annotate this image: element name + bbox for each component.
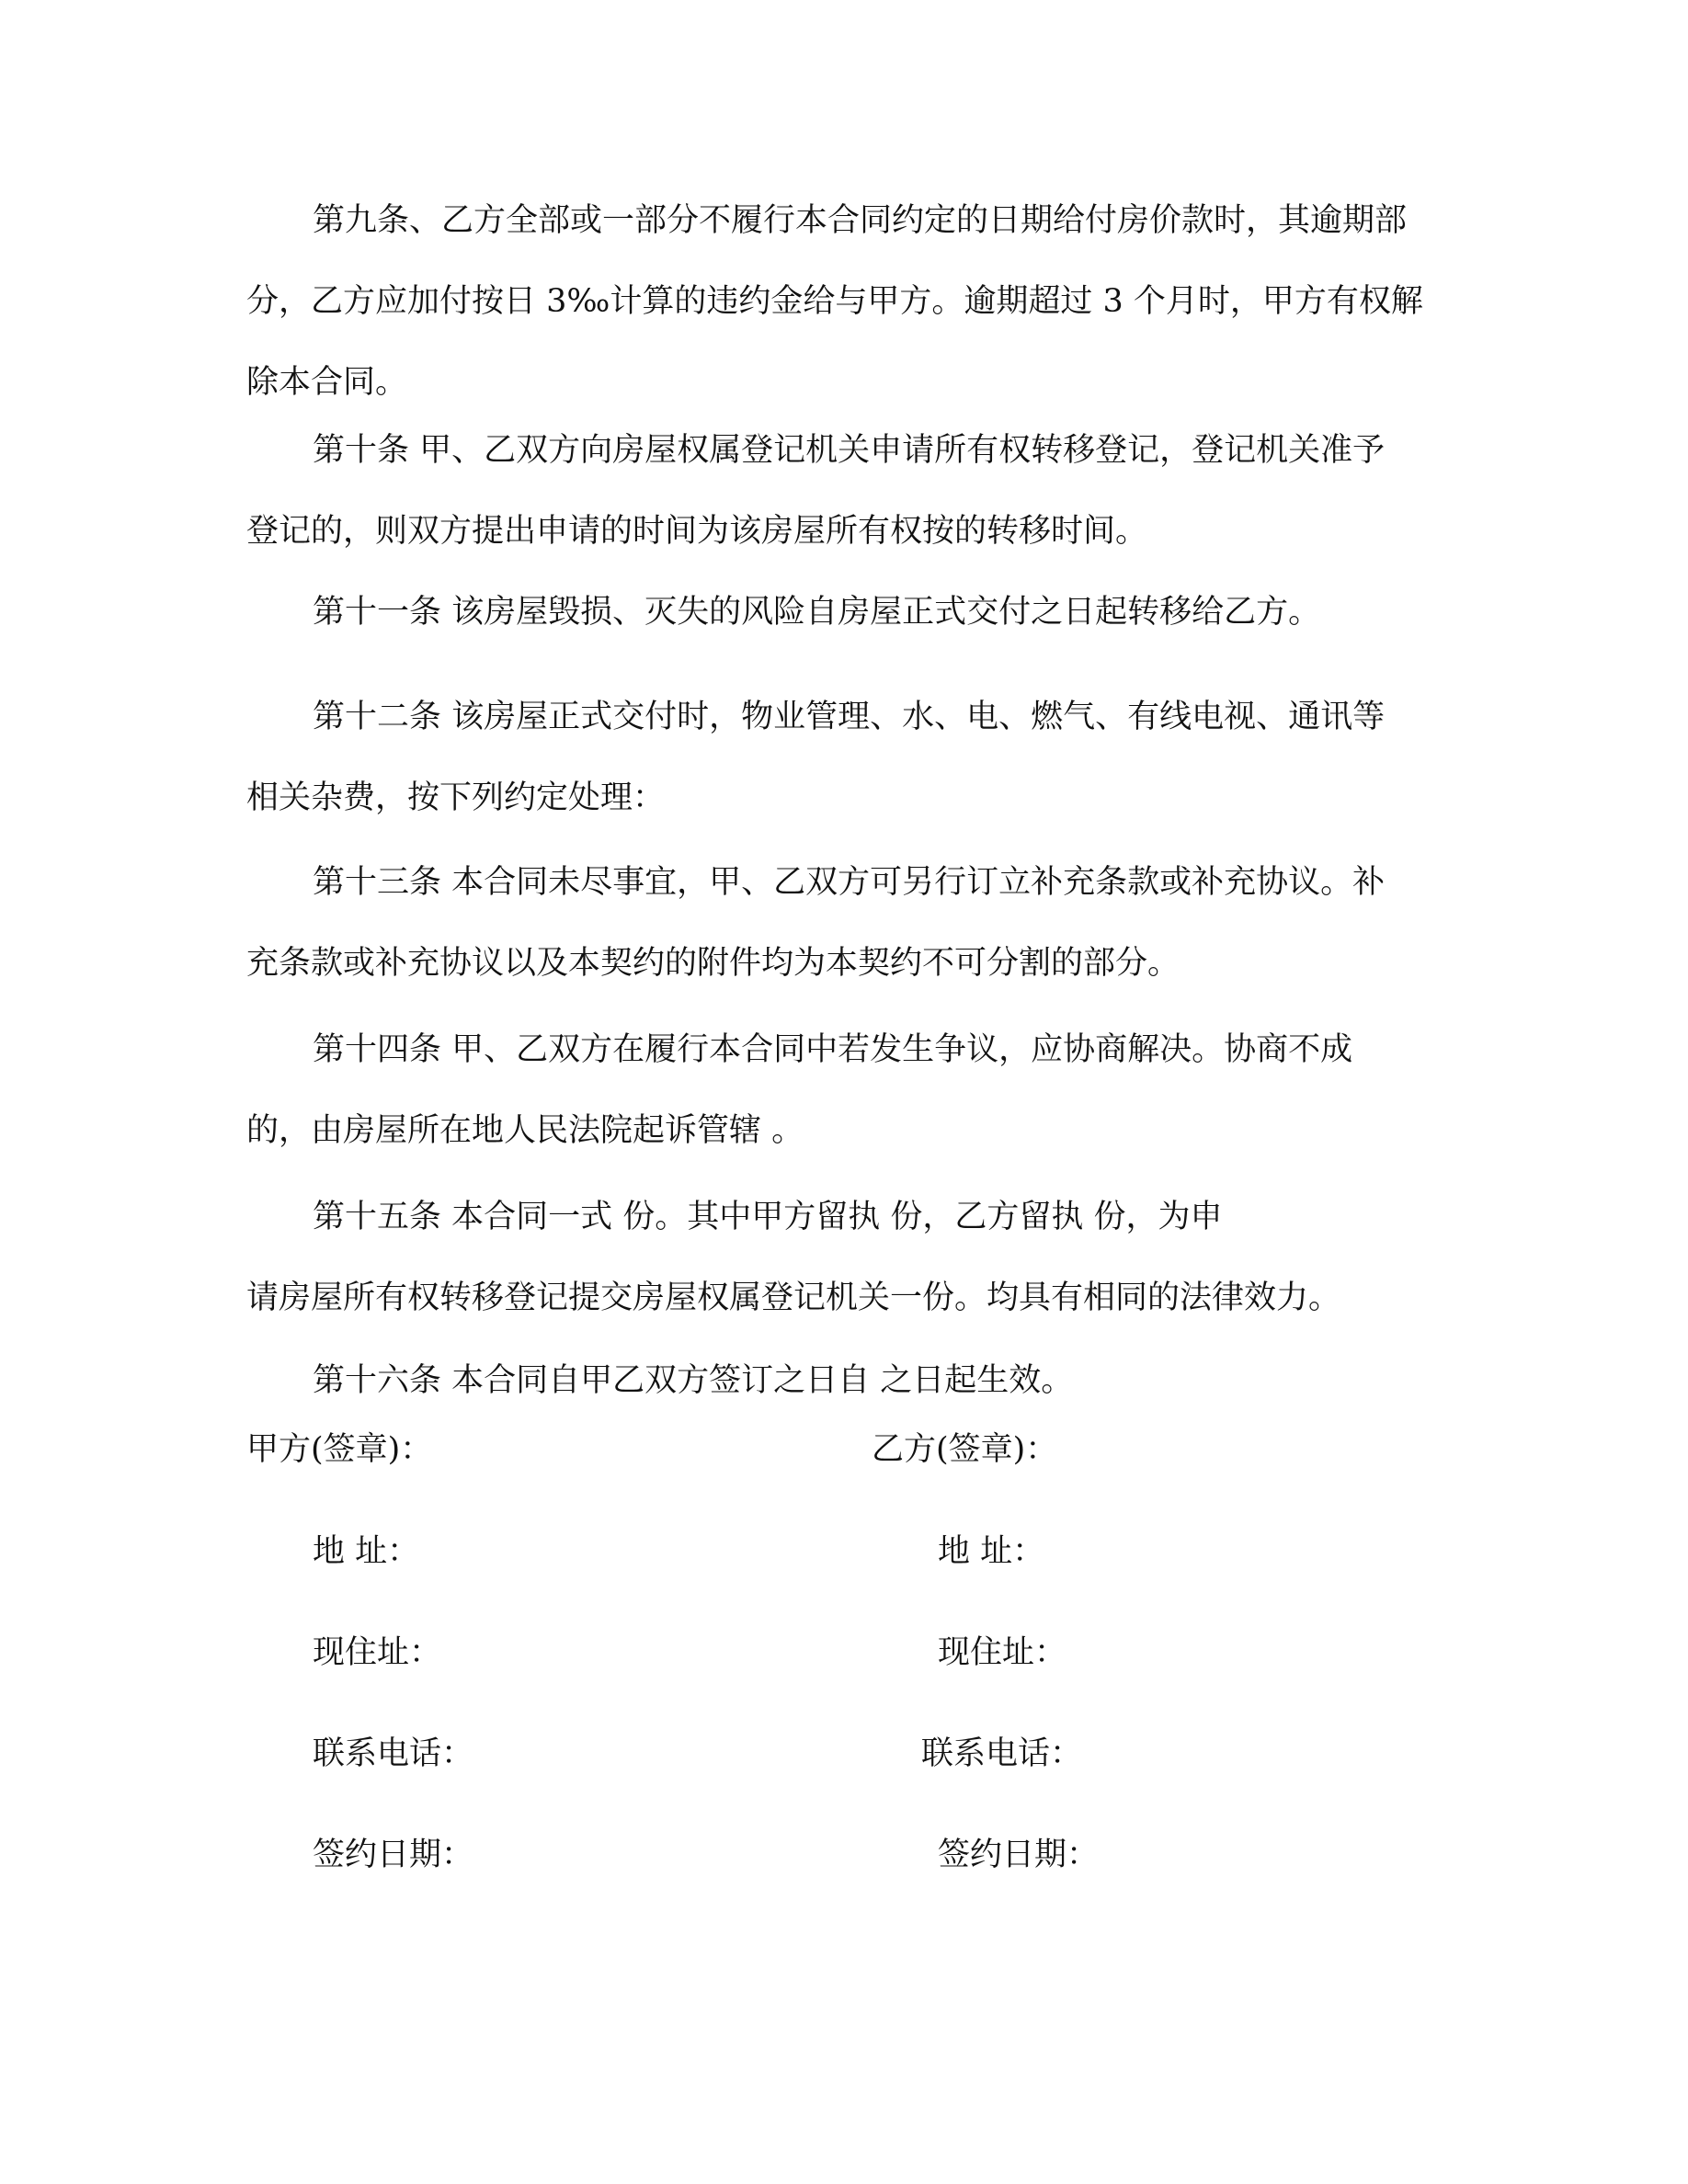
- article-13-line-2: 充条款或补充协议以及本契约的附件均为本契约不可分割的部分。: [246, 945, 1180, 982]
- party-b-phone: 联系电话：: [921, 1735, 1083, 1772]
- article-15-line-2: 请房屋所有权转移登记提交房屋权属登记机关一份。均具有相同的法律效力。: [246, 1280, 1341, 1316]
- party-b-title: 乙方(签章)：: [872, 1431, 1058, 1468]
- article-14: [246, 1009, 1442, 1171]
- article-15: [246, 1177, 1442, 1338]
- article-10: [246, 410, 1442, 572]
- article-11-line-1: 第十一条 该房屋毁损、灭失的风险自房屋正式交付之日起转移给乙方。: [313, 594, 1321, 631]
- article-14-line-1: 第十四条 甲、乙双方在履行本合同中若发生争议，应协商解决。协商不成: [313, 1031, 1353, 1068]
- party-a-address: 地 址：: [313, 1533, 420, 1570]
- party-a-current-address: 现住址：: [313, 1634, 442, 1671]
- article-11: [246, 572, 1442, 653]
- article-12: [246, 677, 1442, 838]
- article-13: [246, 842, 1442, 1004]
- party-a-phone: 联系电话：: [313, 1735, 474, 1772]
- article-13-line-1: 第十三条 本合同未尽事宜，甲、乙双方可另行订立补充条款或补充协议。补: [313, 864, 1386, 901]
- article-9-line-1: 第九条、乙方全部或一部分不履行本合同约定的日期给付房价款时，其逾期部: [313, 202, 1408, 239]
- article-14-line-2: 的，由房屋所在地人民法院起诉管辖 。: [246, 1112, 804, 1149]
- article-16: [246, 1340, 1442, 1421]
- party-a-sign-date: 签约日期：: [313, 1837, 474, 1873]
- article-12-line-1: 第十二条 该房屋正式交付时，物业管理、水、电、燃气、有线电视、通讯等: [313, 699, 1386, 735]
- article-16-line-1: 第十六条 本合同自甲乙双方签订之日自 之日起生效。: [313, 1362, 1074, 1399]
- party-a-title: 甲方(签章)：: [246, 1431, 433, 1468]
- party-b-sign-date: 签约日期：: [938, 1837, 1100, 1873]
- article-15-line-1: 第十五条 本合同一式 份。其中甲方留执 份，乙方留执 份，为申: [313, 1199, 1223, 1235]
- article-9-line-2: 分，乙方应加付按日 3‰计算的违约金给与甲方。逾期超过 3 个月时，甲方有权解: [246, 283, 1423, 320]
- party-b-current-address: 现住址：: [938, 1634, 1067, 1671]
- article-9-line-3: 除本合同。: [246, 364, 408, 401]
- article-10-line-1: 第十条 甲、乙双方向房屋权属登记机关申请所有权转移登记，登记机关准予: [313, 432, 1386, 469]
- article-9: [246, 180, 1442, 423]
- article-12-line-2: 相关杂费，按下列约定处理：: [246, 779, 666, 816]
- article-10-line-2: 登记的，则双方提出申请的时间为该房屋所有权按的转移时间。: [246, 513, 1148, 550]
- party-b-address: 地 址：: [938, 1533, 1045, 1570]
